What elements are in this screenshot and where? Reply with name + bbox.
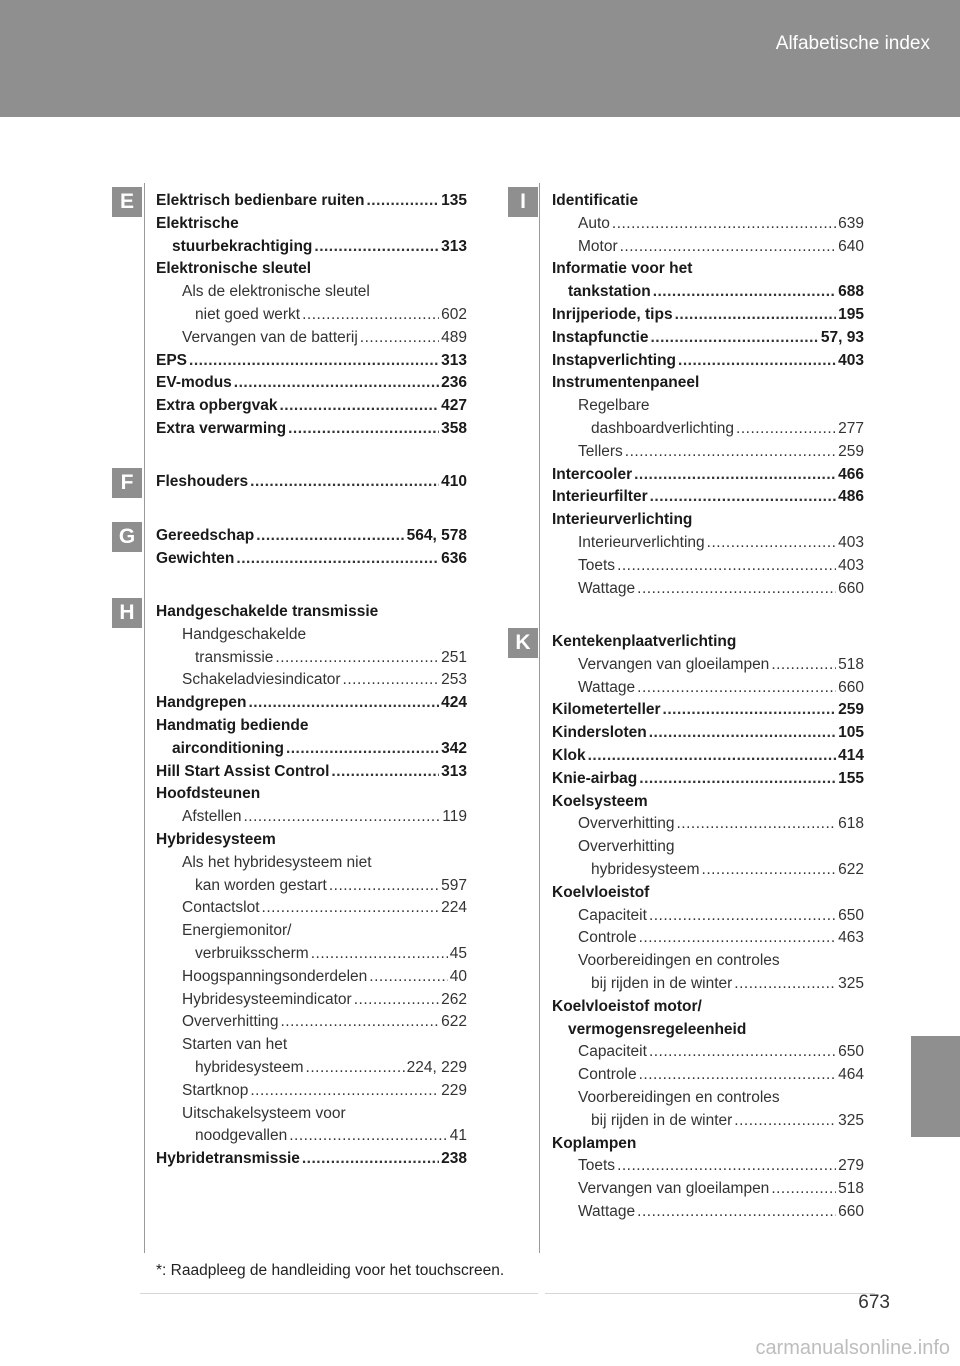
index-entry-term: Interieurfilter — [552, 488, 648, 506]
index-entry-term: Als de elektronische sleutel — [182, 283, 370, 301]
index-letter-k: K — [508, 628, 538, 658]
index-entry-term: Hybridetransmissie — [156, 1150, 300, 1168]
index-entry-term: Oververhitting — [182, 1013, 279, 1031]
index-entry-page: 466 — [838, 465, 864, 483]
index-entry-page: 251 — [441, 648, 467, 666]
index-entry-term: Extra opbergvak — [156, 397, 278, 415]
dot-leader — [675, 304, 837, 327]
index-entry-page: 403 — [838, 534, 864, 551]
index-entry-term: Elektrische — [156, 214, 239, 232]
dot-leader — [639, 927, 837, 950]
index-entry-page: 636 — [441, 549, 467, 567]
dot-leader — [637, 1201, 836, 1224]
index-entry — [578, 213, 864, 236]
dot-leader — [279, 395, 439, 418]
index-entry-term: Tellers — [578, 442, 623, 460]
index-entry — [182, 920, 291, 943]
index-entry-term: Capaciteit — [578, 906, 647, 924]
index-entry-page: 313 — [441, 762, 467, 780]
dot-leader — [369, 966, 447, 989]
index-entry-page: 313 — [441, 351, 467, 369]
index-entry-term: tankstation — [568, 283, 651, 301]
index-entry — [156, 548, 467, 571]
dot-leader — [707, 532, 836, 555]
index-entry-term: Energiemonitor/ — [182, 922, 292, 940]
index-entry-term: Gereedschap — [156, 527, 255, 544]
dot-leader — [649, 1041, 836, 1064]
index-entry — [578, 1155, 864, 1178]
index-entry-page: 342 — [441, 739, 467, 757]
index-entry-term: Koelsysteem — [552, 792, 648, 810]
index-entry-term: hybridesysteem — [591, 861, 700, 878]
index-entry — [195, 647, 467, 670]
index-entry — [552, 631, 736, 654]
index-entry — [591, 1110, 864, 1133]
index-entry — [156, 418, 467, 441]
index-entry — [156, 761, 467, 784]
page-header — [0, 0, 960, 117]
index-entry-term: verbruiksscherm — [195, 945, 309, 962]
index-entry — [578, 1178, 864, 1201]
index-entry-term: Handmatig bediende — [156, 717, 309, 734]
index-entry — [552, 768, 864, 791]
dot-leader — [189, 350, 439, 373]
index-entry-page: 45 — [449, 945, 467, 962]
dot-leader — [736, 418, 836, 441]
index-entry — [568, 281, 864, 304]
index-entry — [182, 327, 467, 350]
index-entry — [156, 525, 467, 548]
index-entry — [195, 1125, 467, 1148]
index-entry-page: 486 — [838, 488, 864, 506]
index-entry-term: Interieurverlichting — [552, 511, 693, 529]
index-entry-page: 358 — [441, 420, 467, 437]
index-entry-page: 518 — [838, 1180, 864, 1198]
index-entry-term: Auto — [578, 214, 610, 232]
dot-leader — [588, 745, 837, 768]
index-entry — [172, 236, 467, 259]
index-entry — [156, 601, 378, 624]
index-entry-page: 463 — [838, 929, 864, 947]
index-entry-term: Voorbereidingen en controles — [578, 1089, 780, 1106]
dot-leader — [314, 236, 439, 259]
index-entry-term: Extra verwarming — [156, 420, 287, 437]
index-entry-term: Startknop — [182, 1081, 249, 1099]
index-entry-page: 660 — [838, 579, 864, 597]
index-entry-page: 403 — [838, 556, 864, 574]
index-entry-page: 424 — [441, 694, 467, 712]
index-entry — [552, 327, 864, 350]
index-entry-page: 236 — [441, 374, 467, 392]
index-entry-term: Hoofdsteunen — [156, 785, 261, 803]
index-entry — [591, 859, 864, 882]
page-header-title: Alfabetische index — [775, 33, 930, 54]
index-entry — [552, 722, 864, 745]
index-entry-term: Gewichten — [156, 549, 235, 567]
index-entry-term: Oververhitting — [578, 838, 675, 856]
index-entry — [578, 395, 650, 418]
index-entry — [578, 677, 864, 700]
dot-leader — [331, 761, 439, 784]
dot-leader — [306, 1057, 405, 1080]
index-entry-page: 224 — [441, 899, 467, 917]
index-entry-term: Afstellen — [182, 808, 242, 826]
index-entry-term: Intercooler — [552, 465, 633, 483]
page-number: 673 — [858, 1292, 890, 1313]
index-entry-term: noodgevallen — [195, 1127, 288, 1145]
dot-leader — [250, 471, 439, 494]
index-entry-term: Wattage — [578, 1203, 636, 1220]
index-entry-term: Hoogspanningsonderdelen — [182, 967, 368, 985]
index-entry-page: 224, 229 — [406, 1059, 467, 1076]
index-entry-page: 464 — [838, 1066, 864, 1084]
index-entry-page: 325 — [838, 975, 864, 992]
index-entry — [552, 882, 649, 905]
index-entry — [578, 236, 864, 259]
dot-leader — [650, 327, 818, 350]
index-entry — [195, 1057, 467, 1080]
index-entry-term: Interieurverlichting — [578, 534, 705, 551]
index-entry-term: Starten van het — [182, 1036, 288, 1054]
index-entry — [578, 654, 864, 677]
watermark: carmanualsonline.info — [755, 1337, 950, 1359]
index-entry-term: Controle — [578, 1066, 637, 1084]
index-entry — [156, 213, 239, 236]
dot-leader — [250, 1080, 439, 1103]
index-entry — [552, 304, 864, 327]
index-entry — [182, 1080, 467, 1103]
index-entry — [172, 738, 467, 761]
index-entry — [578, 1201, 864, 1224]
index-entry-term: Handgeschakelde transmissie — [156, 603, 379, 620]
index-entry-page: 135 — [441, 192, 467, 209]
index-entry-term: Koplampen — [552, 1134, 637, 1152]
index-entry-term: Capaciteit — [578, 1043, 647, 1061]
index-entry-page: 410 — [441, 473, 467, 490]
index-entry — [182, 1034, 287, 1057]
dot-leader — [302, 1148, 439, 1171]
dot-leader — [354, 989, 439, 1012]
dot-leader — [343, 669, 440, 692]
index-entry-term: transmissie — [195, 648, 274, 666]
index-entry — [182, 1011, 467, 1034]
index-entry-page: 155 — [838, 769, 864, 787]
index-entry-page: 660 — [838, 1203, 864, 1220]
index-letter-h: H — [112, 598, 142, 628]
index-entry-page: 414 — [838, 747, 864, 764]
index-entry — [552, 509, 692, 532]
index-entry — [156, 395, 467, 418]
index-entry-term: Vervangen van de batterij — [182, 328, 358, 346]
index-entry — [578, 1064, 864, 1087]
index-entry — [195, 304, 467, 327]
index-letter-e: E — [112, 187, 142, 217]
index-entry-page: 602 — [441, 306, 467, 323]
index-entry-term: Voorbereidingen en controles — [578, 952, 780, 970]
dot-leader — [650, 486, 837, 509]
index-entry-page: 427 — [441, 397, 467, 415]
index-entry-page: 518 — [838, 655, 864, 673]
index-entry — [552, 190, 638, 213]
index-entry-page: 564, 578 — [406, 527, 467, 544]
index-entry — [552, 745, 864, 768]
dot-leader — [366, 190, 439, 213]
index-entry-term: Knie-airbag — [552, 769, 638, 787]
footer-rule-left — [140, 1293, 538, 1294]
dot-leader — [639, 768, 836, 791]
index-entry-term: hybridesysteem — [195, 1059, 304, 1076]
index-entry-term: Controle — [578, 929, 637, 947]
dot-leader — [771, 1178, 836, 1201]
index-entry-page: 639 — [838, 214, 864, 232]
dot-leader — [234, 372, 439, 395]
index-entry-term: Kindersloten — [552, 724, 647, 742]
index-entry — [578, 1041, 864, 1064]
footer-rule-right — [545, 1293, 875, 1294]
index-entry-term: Koelvloeistof motor/ — [552, 997, 702, 1015]
index-entry-page: 650 — [838, 1043, 864, 1061]
index-entry — [195, 943, 467, 966]
index-entry-term: Hybridesysteem — [156, 831, 276, 848]
index-entry-term: EPS — [156, 351, 188, 369]
index-entry-term: EV-modus — [156, 374, 232, 392]
index-entry-term: Elektronische sleutel — [156, 260, 312, 278]
index-entry — [156, 1148, 467, 1171]
index-entry — [182, 806, 467, 829]
dot-leader — [637, 677, 836, 700]
index-entry — [182, 1103, 346, 1126]
index-entry — [578, 927, 864, 950]
index-entry — [568, 1019, 746, 1042]
index-entry-term: Handgrepen — [156, 694, 247, 712]
index-entry-page: 279 — [838, 1157, 864, 1175]
index-entry-page: 325 — [838, 1111, 864, 1129]
dot-leader — [649, 905, 836, 928]
index-entry-page: 253 — [441, 671, 467, 689]
index-entry-term: Toets — [578, 556, 616, 574]
index-entry-page: 195 — [838, 306, 864, 323]
index-entry-term: Vervangen van gloeilampen — [578, 1180, 770, 1198]
index-entry — [182, 966, 467, 989]
dot-leader — [329, 875, 439, 898]
index-entry-term: Toets — [578, 1157, 616, 1175]
index-entry-page: 660 — [838, 678, 864, 696]
dot-leader — [612, 213, 836, 236]
index-entry-term: Identificatie — [552, 192, 639, 209]
dot-leader — [663, 699, 837, 722]
index-entry — [591, 418, 864, 441]
dot-leader — [734, 1110, 836, 1133]
index-letter-f: F — [112, 468, 142, 498]
index-entry — [156, 190, 467, 213]
index-entry-term: stuurbekrachtiging — [172, 237, 313, 255]
index-entry — [156, 350, 467, 373]
index-entry-term: Klok — [552, 747, 586, 764]
index-entry-term: Informatie voor het — [552, 260, 693, 278]
dot-leader — [289, 1125, 448, 1148]
dot-leader — [617, 1155, 836, 1178]
index-entry-term: Kilometerteller — [552, 701, 661, 719]
index-entry — [156, 692, 467, 715]
dot-leader — [236, 548, 439, 571]
index-entry-term: Fleshouders — [156, 473, 249, 490]
index-entry-page: 277 — [838, 420, 864, 437]
index-entry — [182, 852, 372, 875]
index-entry-page: 229 — [441, 1081, 467, 1099]
dot-leader — [620, 236, 837, 259]
dot-leader — [286, 738, 439, 761]
index-entry-page: 403 — [838, 351, 864, 369]
index-entry — [156, 258, 311, 281]
index-entry — [552, 464, 864, 487]
index-entry — [578, 813, 864, 836]
index-entry — [156, 372, 467, 395]
index-entry-term: Oververhitting — [578, 815, 675, 833]
index-entry-page: 622 — [441, 1013, 467, 1031]
index-entry-term: airconditioning — [172, 739, 284, 757]
index-entry — [552, 699, 864, 722]
index-entry-term: niet goed werkt — [195, 306, 301, 323]
dot-leader — [676, 813, 836, 836]
index-entry — [182, 281, 370, 304]
dot-leader — [243, 806, 440, 829]
index-entry — [552, 486, 864, 509]
index-entry-term: Contactslot — [182, 899, 260, 917]
index-entry-page: 622 — [838, 861, 864, 878]
index-entry-page: 259 — [838, 442, 864, 460]
index-entry-page: 41 — [449, 1127, 467, 1145]
index-entry — [195, 875, 467, 898]
index-entry-page: 259 — [838, 701, 864, 719]
index-entry-term: Kentekenplaatverlichting — [552, 633, 737, 650]
dot-leader — [256, 525, 404, 548]
index-entry-term: Inrijperiode, tips — [552, 306, 673, 323]
index-entry-term: Instapfunctie — [552, 328, 649, 346]
index-entry — [591, 973, 864, 996]
index-entry — [182, 989, 467, 1012]
dot-leader — [634, 464, 836, 487]
index-entry-term: Schakeladviesindicator — [182, 671, 341, 689]
index-entry-page: 640 — [838, 237, 864, 255]
index-letter-g: G — [112, 522, 142, 552]
index-entry-term: dashboardverlichting — [591, 420, 735, 437]
dot-leader — [771, 654, 836, 677]
index-entry — [552, 258, 692, 281]
index-entry-page: 618 — [838, 815, 864, 833]
index-entry-term: bij rijden in de winter — [591, 975, 733, 992]
index-entry — [578, 950, 780, 973]
left-column-rule — [144, 183, 145, 1253]
index-entry-term: Instapverlichting — [552, 351, 677, 369]
index-entry — [578, 441, 864, 464]
index-entry-page: 262 — [441, 990, 467, 1008]
dot-leader — [275, 647, 439, 670]
index-entry-term: kan worden gestart — [195, 876, 327, 894]
index-entry — [552, 996, 702, 1019]
dot-leader — [678, 350, 836, 373]
index-entry — [578, 555, 864, 578]
index-entry-term: Koelvloeistof — [552, 883, 650, 901]
index-letter-i: I — [508, 187, 538, 217]
index-entry-term: Hybridesysteemindicator — [182, 990, 352, 1008]
dot-leader — [639, 1064, 837, 1087]
index-entry — [552, 350, 864, 373]
dot-leader — [649, 722, 836, 745]
index-entry-term: Handgeschakelde — [182, 625, 307, 643]
index-entry — [552, 791, 648, 814]
index-entry-term: Wattage — [578, 579, 636, 597]
index-entry — [578, 532, 864, 555]
dot-leader — [288, 418, 439, 441]
dot-leader — [360, 327, 439, 350]
index-entry-term: vermogensregeleenheid — [568, 1020, 747, 1038]
index-entry-page: 489 — [441, 328, 467, 346]
index-entry — [156, 715, 308, 738]
dot-leader — [617, 555, 836, 578]
index-entry-page: 57, 93 — [820, 328, 864, 346]
dot-leader — [280, 1011, 439, 1034]
index-entry — [156, 829, 276, 852]
index-entry — [182, 897, 467, 920]
index-entry-term: Elektrisch bedienbare ruiten — [156, 192, 365, 209]
index-entry-page: 40 — [449, 967, 467, 985]
index-entry — [156, 783, 260, 806]
index-entry-page: 119 — [442, 808, 467, 826]
index-entry-term: Wattage — [578, 678, 636, 696]
dot-leader — [262, 897, 440, 920]
index-entry-term: bij rijden in de winter — [591, 1111, 733, 1129]
index-entry-page: 688 — [838, 283, 864, 301]
index-entry-term: Uitschakelsysteem voor — [182, 1104, 346, 1122]
dot-leader — [702, 859, 837, 882]
dot-leader — [653, 281, 836, 304]
index-entry — [182, 624, 306, 647]
dot-leader — [302, 304, 439, 327]
index-entry-page: 650 — [838, 906, 864, 924]
index-entry-term: Vervangen van gloeilampen — [578, 655, 770, 673]
index-entry — [182, 669, 467, 692]
index-entry — [552, 372, 699, 395]
dot-leader — [625, 441, 836, 464]
index-entry-page: 105 — [838, 724, 864, 742]
index-entry — [156, 471, 467, 494]
index-entry-term: Instrumentenpaneel — [552, 374, 700, 392]
index-entry-page: 238 — [441, 1150, 467, 1168]
right-column-rule — [539, 183, 540, 1253]
index-entry-term: Regelbare — [578, 397, 650, 415]
index-entry — [578, 1087, 780, 1110]
footnote: *: Raadpleeg de handleiding voor het touchscreen. — [156, 1262, 505, 1279]
dot-leader — [311, 943, 448, 966]
thumb-index-tab — [911, 1036, 960, 1137]
index-entry-page: 597 — [441, 876, 467, 894]
index-entry — [578, 578, 864, 601]
dot-leader — [248, 692, 439, 715]
index-entry-term: Hill Start Assist Control — [156, 762, 330, 780]
index-entry — [578, 836, 674, 859]
dot-leader — [637, 578, 836, 601]
index-entry-page: 313 — [441, 237, 467, 255]
index-entry — [578, 905, 864, 928]
index-entry — [552, 1133, 636, 1156]
index-entry-term: Motor — [578, 237, 618, 255]
dot-leader — [734, 973, 836, 996]
index-entry-term: Als het hybridesysteem niet — [182, 853, 372, 871]
